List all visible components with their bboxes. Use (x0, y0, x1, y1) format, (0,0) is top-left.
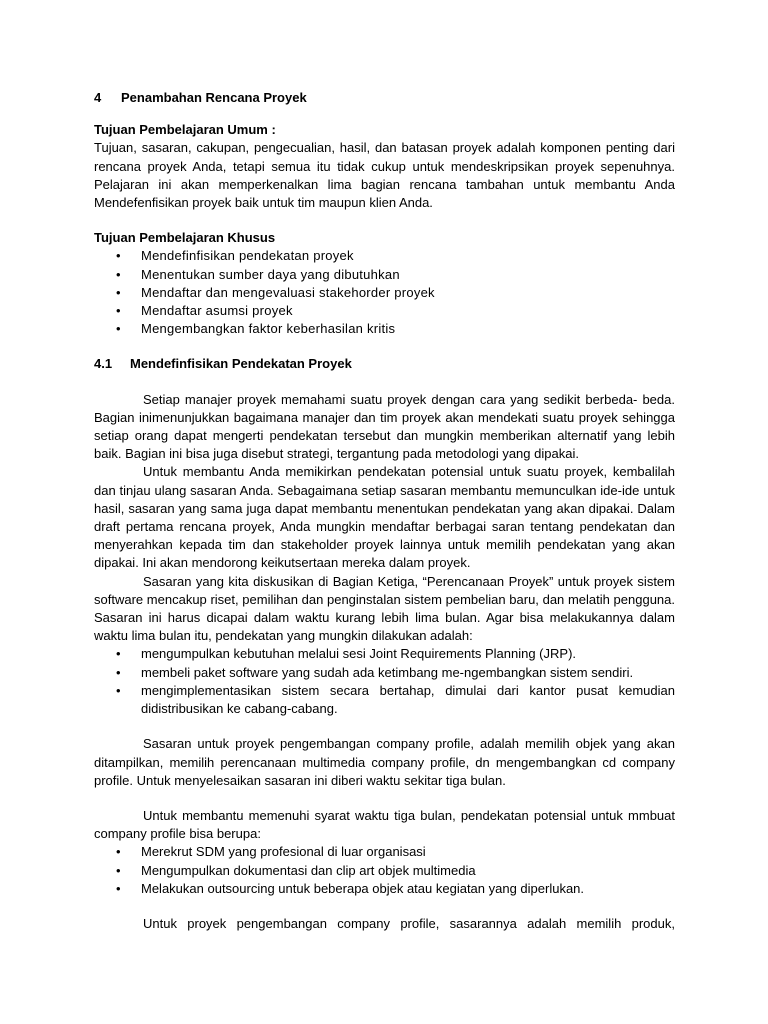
list-item: • Mendefinfisikan pendekatan proyek (94, 247, 675, 265)
section-title: Penambahan Rencana Proyek (121, 90, 307, 105)
section-title: Mendefinfisikan Pendekatan Proyek (130, 356, 352, 372)
general-objective-heading: Tujuan Pembelajaran Umum : (94, 122, 276, 138)
bullet-icon: • (116, 266, 121, 282)
specific-objective-heading: Tujuan Pembelajaran Khusus (94, 230, 276, 246)
specific-objective-list (94, 247, 675, 338)
bullet-icon: • (116, 682, 121, 698)
section-number: 4 (94, 90, 102, 105)
approach-list (94, 645, 675, 718)
list-item: • Melakukan outsourcing untuk beberapa objek atau kegiatan yang diperlukan. (94, 880, 675, 898)
section-number: 4.1 (94, 356, 113, 372)
paragraph: Setiap manajer proyek memahami suatu proyek dengan cara yang sedikit berbeda- beda. Bagian inimenunjukkan bagaimana manajer dan tim proyek akan mendekati suatu proyek sehingga setiap orang dapat mengerti pendekatan tersebut dan mungkin memberikan alternatif yang lebih baik. Bagian ini bisa juga disebut strategi, tergantung pada metodologi yang dipakai. (94, 391, 675, 462)
bullet-icon: • (116, 284, 121, 300)
bullet-icon: • (116, 248, 121, 264)
section-4-1-heading (94, 355, 675, 373)
bullet-icon: • (116, 664, 121, 680)
paragraph: Sasaran untuk proyek pengembangan company profile, adalah memilih objek yang akan ditampilkan, memilih perencanaan multimedia company profile, dn mengembangkan cd company profile. Untuk menyelesaikan sasaran ini diberi waktu sekitar tiga bulan. (94, 736, 675, 788)
paragraph: Untuk proyek pengembangan company profile, sasarannya adalah memilih produk, (143, 915, 675, 931)
list-item: • Merekrut SDM yang profesional di luar organisasi (94, 843, 675, 861)
list-item: • Mendaftar asumsi proyek (94, 302, 675, 320)
list-item: • Menentukan sumber daya yang dibutuhkan (94, 266, 675, 284)
bullet-icon: • (116, 303, 121, 319)
list-item: • Mengumpulkan dokumentasi dan clip art objek multimedia (94, 862, 675, 880)
section-4-heading (94, 89, 675, 107)
general-objective-text: Tujuan, sasaran, cakupan, pengecualian, hasil, dan batasan proyek adalah komponen penting dari rencana proyek Anda, tetapi semua itu tidak cukup untuk mendeskripsikan proyek sepenuhnya. Pelajaran ini akan memperkenalkan lima bagian rencana tambahan untuk membantu Anda Mendefenfisikan proyek baik untuk tim maupun klien Anda. (94, 140, 675, 211)
bullet-icon: • (116, 844, 121, 860)
paragraph: Untuk membantu memenuhi syarat waktu tiga bulan, pendekatan potensial untuk mmbuat company profile bisa berupa: (94, 807, 675, 842)
company-profile-approach-list (94, 843, 675, 898)
bullet-icon: • (116, 646, 121, 662)
list-item: • mengumpulkan kebutuhan melalui sesi Joint Requirements Planning (JRP). (94, 645, 675, 663)
list-item: • Mengembangkan faktor keberhasilan kritis (94, 320, 675, 338)
list-item: • Mendaftar dan mengevaluasi stakehorder proyek (94, 284, 675, 302)
bullet-icon: • (116, 862, 121, 878)
paragraph: Untuk membantu Anda memikirkan pendekatan potensial untuk suatu proyek, kembalilah dan tinjau ulang sasaran Anda. Sebagaimana setiap sasaran membantu memunculkan ide-ide untuk hasil, sasaran yang sama juga dapat membantu menentukan pendekatan yang akan dipakai. Dalam draft pertama rencana proyek, Anda mungkin mendaftar berbagai saran tentang pendekatan dan menyerahkan kepada tim dan stakeholder proyek lainnya untuk memilih pendekatan yang akan dipakai. Ini akan mendorong keikutsertaan mereka dalam proyek. (94, 464, 675, 571)
document-page (94, 89, 675, 933)
list-item: • mengimplementasikan sistem secara bertahap, dimulai dari kantor pusat kemudian didistribusikan ke cabang-cabang. (116, 682, 675, 717)
bullet-icon: • (116, 321, 121, 337)
paragraph: Sasaran yang kita diskusikan di Bagian Ketiga, “Perencanaan Proyek” untuk proyek sistem software mencakup riset, pemilihan dan penginstalan sistem pembelian baru, dan melatih pengguna. Sasaran ini harus dicapai dalam waktu kurang lebih lima bulan. Agar bisa melakukannya dalam waktu lima bulan itu, pendekatan yang mungkin dilakukan adalah: (94, 573, 675, 644)
bullet-icon: • (116, 880, 121, 896)
list-item: • membeli paket software yang sudah ada ketimbang me-ngembangkan sistem sendiri. (94, 664, 675, 682)
